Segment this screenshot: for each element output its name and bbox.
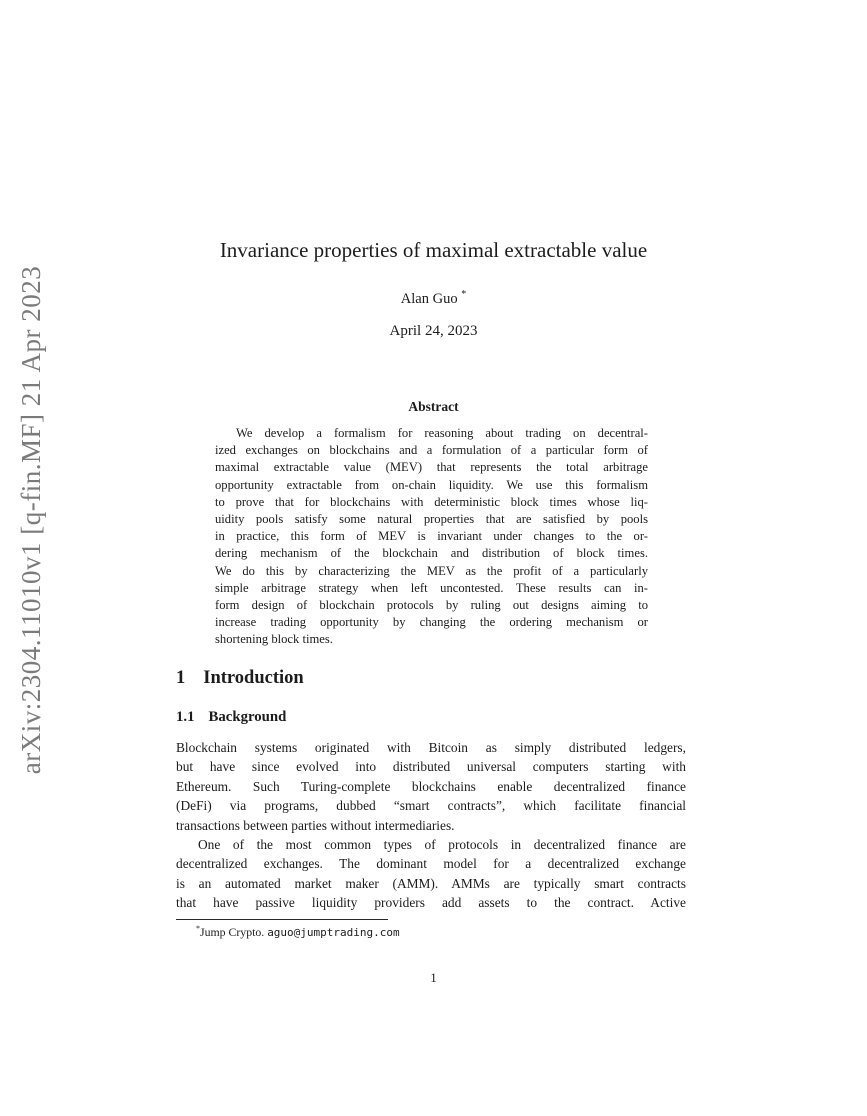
footnote-email: aguo@jumptrading.com bbox=[267, 925, 400, 939]
text-line: opportunity extractable from on-chain liquidity. We use this formalism bbox=[215, 477, 648, 492]
paper-title: Invariance properties of maximal extractable value bbox=[219, 238, 648, 262]
footnote-rule bbox=[176, 919, 388, 920]
abstract-text bbox=[215, 425, 648, 649]
text-line: that have passive liquidity providers add assets to the contract. Active bbox=[176, 895, 686, 911]
page-number: 1 bbox=[430, 970, 437, 985]
section-heading-introduction bbox=[176, 668, 686, 689]
abstract-heading: Abstract bbox=[408, 399, 459, 414]
paper-date: April 24, 2023 bbox=[389, 323, 478, 339]
text-line: increase trading opportunity by changing the ordering mechanism or bbox=[215, 615, 648, 630]
text-line: We develop a formalism for reasoning about trading on decentral- bbox=[236, 426, 648, 440]
arxiv-watermark: arXiv:2304.11010v1 [q-fin.MF] 21 Apr 2023 bbox=[16, 265, 46, 775]
footnote bbox=[176, 924, 686, 940]
text-line: transactions between parties without intermediaries. bbox=[176, 817, 455, 833]
section-title: Introduction bbox=[203, 668, 304, 688]
subsection-title: Background bbox=[208, 709, 287, 725]
text-line: but have since evolved into distributed universal computers starting with bbox=[176, 759, 686, 775]
section-number: 1 bbox=[176, 668, 186, 688]
footnote-affiliation: Jump Crypto. bbox=[200, 924, 265, 939]
subsection-number: 1.1 bbox=[176, 709, 195, 725]
text-line: maximal extractable value (MEV) that represents the total arbitrage bbox=[215, 460, 648, 475]
text-line: to prove that for blockchains with deterministic block times whose liq- bbox=[215, 494, 648, 509]
paragraph-2 bbox=[176, 835, 686, 913]
text-line: form design of blockchain protocols by ruling out designs aiming to bbox=[215, 598, 648, 613]
text-line: decentralized exchanges. The dominant model for a decentralized exchange bbox=[176, 856, 686, 872]
text-line: dering mechanism of the blockchain and distribution of block times. bbox=[215, 546, 648, 561]
text-line: One of the most common types of protocols in decentralized finance are bbox=[198, 837, 686, 852]
text-line: Blockchain systems originated with Bitcoin as simply distributed ledgers, bbox=[176, 740, 686, 755]
author-footnote-marker: * bbox=[461, 289, 467, 300]
author-line bbox=[0, 289, 867, 308]
text-line: simple arbitrage strategy when left uncontested. These results can in- bbox=[215, 580, 648, 595]
text-line: uidity pools satisfy some natural properties that are satisfied by pools bbox=[215, 512, 648, 527]
text-line: (DeFi) via programs, dubbed “smart contracts”, which facilitate financial bbox=[176, 798, 686, 814]
text-line: We do this by characterizing the MEV as the profit of a particularly bbox=[215, 563, 648, 578]
text-line: is an automated market maker (AMM). AMMs are typically smart contracts bbox=[176, 875, 686, 891]
text-line: ized exchanges on blockchains and a formulation of a particular form of bbox=[215, 443, 648, 458]
paragraph-1 bbox=[176, 738, 686, 835]
text-line: shortening block times. bbox=[215, 632, 333, 647]
text-line: in practice, this form of MEV is invariant under changes to the or- bbox=[215, 529, 648, 544]
author-name: Alan Guo bbox=[400, 290, 458, 307]
footnote-marker: * bbox=[196, 924, 200, 933]
subsection-heading-background bbox=[176, 709, 686, 726]
text-line: Ethereum. Such Turing-complete blockchains enable decentralized finance bbox=[176, 778, 686, 794]
